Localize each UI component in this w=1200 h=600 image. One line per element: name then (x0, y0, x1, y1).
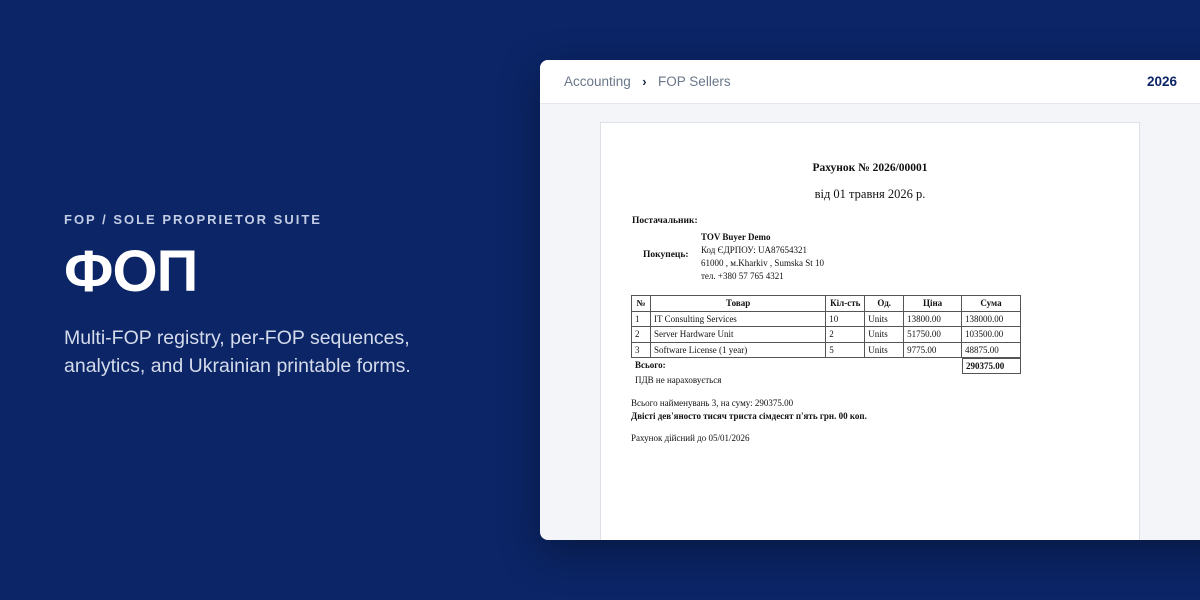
app-window (540, 60, 1200, 540)
col-header-price: Ціна (904, 296, 962, 312)
cell-num: 2 (632, 327, 651, 343)
cell-qty: 2 (826, 327, 865, 343)
buyer-phone: тел. +380 57 765 4321 (701, 271, 784, 281)
col-header-qty: Кіл-сть (826, 296, 865, 312)
cell-sum: 103500.00 (962, 327, 1021, 343)
cell-unit: Units (865, 311, 904, 327)
cell-item: IT Consulting Services (650, 311, 825, 327)
buyer-address: 61000 , м.Kharkiv , Sumska St 10 (701, 258, 824, 268)
cell-price: 9775.00 (904, 342, 962, 358)
cell-price: 13800.00 (904, 311, 962, 327)
vat-note: ПДВ не нараховується (635, 375, 722, 385)
year-selector[interactable]: 2026 (1147, 74, 1178, 89)
items-table (631, 295, 1021, 358)
cell-item: Software License (1 year) (650, 342, 825, 358)
cell-unit: Units (865, 342, 904, 358)
table-row (632, 342, 1021, 358)
cell-sum: 138000.00 (962, 311, 1021, 327)
invoice-document (600, 122, 1140, 540)
table-header-row (632, 296, 1021, 312)
cell-unit: Units (865, 327, 904, 343)
buyer-name: TOV Buyer Demo (701, 232, 771, 242)
buyer-label: Покупець: (643, 250, 689, 260)
cell-price: 51750.00 (904, 327, 962, 343)
total-value: 290375.00 (962, 358, 1021, 374)
cell-qty: 5 (826, 342, 865, 358)
top-bar (540, 60, 1200, 104)
buyer-details (701, 231, 824, 283)
col-header-unit: Од. (865, 296, 904, 312)
hero-description: Multi-FOP registry, per-FOP sequences, analytics, and Ukrainian printable forms. (64, 326, 411, 377)
hero-section (64, 212, 484, 380)
col-header-item: Товар (650, 296, 825, 312)
table-row (632, 311, 1021, 327)
cell-item: Server Hardware Unit (650, 327, 825, 343)
total-label: Всього: (635, 360, 666, 370)
amount-in-words: Двісті дев'яносто тисяч триста сімдесят п'ять грн. 00 коп. (631, 411, 867, 421)
breadcrumb-fop-sellers[interactable]: FOP Sellers (658, 73, 731, 89)
col-header-sum: Сума (962, 296, 1021, 312)
hero-title: ФОП (64, 239, 198, 304)
table-row (632, 327, 1021, 343)
valid-until: Рахунок дійсний до 05/01/2026 (631, 433, 750, 443)
cell-num: 3 (632, 342, 651, 358)
breadcrumb-accounting[interactable]: Accounting (564, 73, 631, 89)
col-header-num: № (632, 296, 651, 312)
items-count-line: Всього найменувань 3, на суму: 290375.00 (631, 398, 794, 408)
cell-sum: 48875.00 (962, 342, 1021, 358)
cell-num: 1 (632, 311, 651, 327)
supplier-label: Постачальник: (632, 216, 698, 226)
chevron-right-icon: › (642, 73, 647, 89)
hero-eyebrow: FOP / SOLE PROPRIETOR SUITE (64, 212, 322, 227)
buyer-code: Код ЄДРПОУ: UA87654321 (701, 245, 807, 255)
invoice-title: Рахунок № 2026/00001 (812, 162, 928, 174)
cell-qty: 10 (826, 311, 865, 327)
invoice-date: від 01 травня 2026 р. (814, 187, 926, 201)
breadcrumb (564, 73, 731, 91)
